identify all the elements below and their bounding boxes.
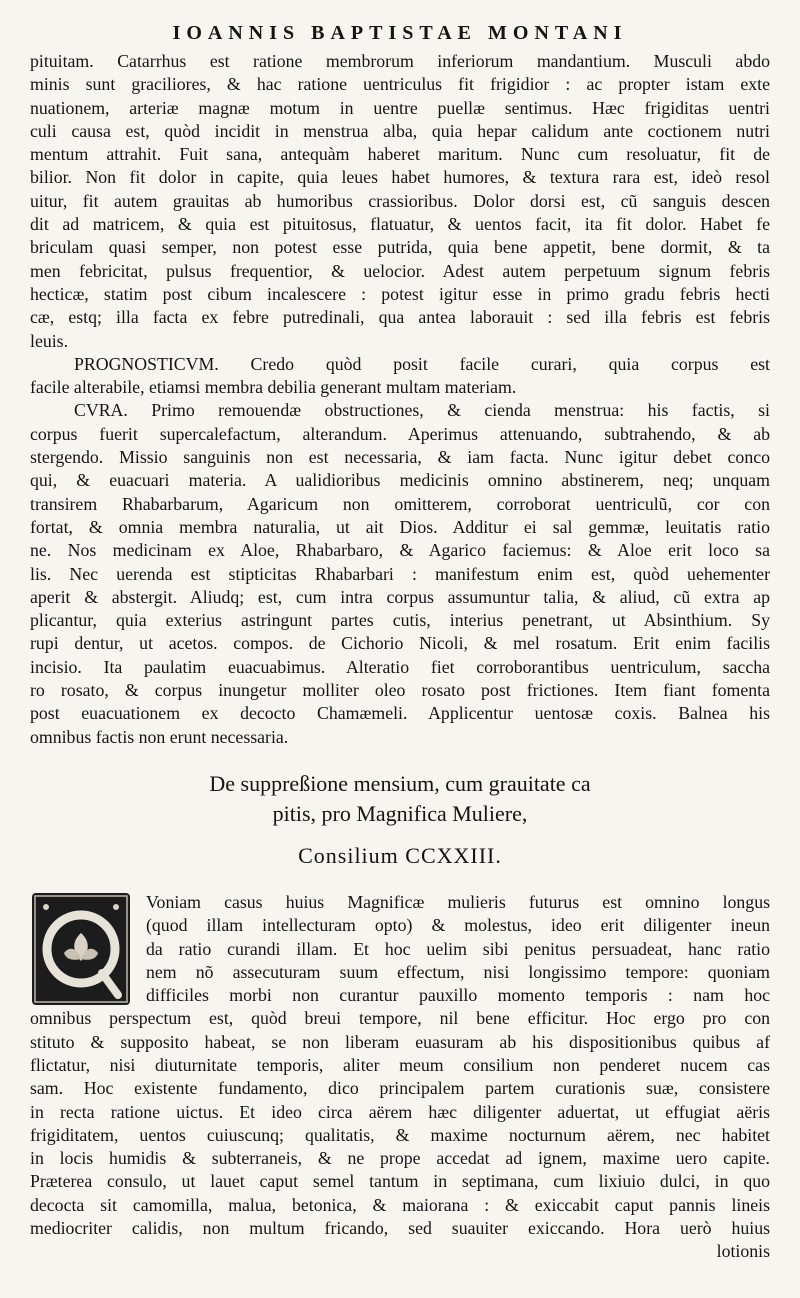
text-line: frigiditatem, uentos cuiuscunq; qualitatis, & maxime nocturnum aërem, nec habitet (30, 1124, 770, 1145)
text-line: post euacuationem ex decocto Chamæmeli. Applicentur uentosæ coxis. Balnea his (30, 703, 770, 724)
text-line: transirem Rhabarbarum, Agaricum non omitterem, corroborat uentriculũ, cor con (30, 493, 770, 514)
consilium-body (30, 891, 770, 1264)
text-line: omnibus perspectum est, quòd breui tempore, nil bene efficitur. Hoc ergo pro con (30, 1008, 770, 1029)
paragraph-1 (30, 50, 770, 353)
text-block (30, 50, 770, 1264)
text-line: leuis. (30, 330, 69, 351)
text-line: (quod illam intellecturam opto) & molestus, ideo erit diligenter ineun (146, 915, 770, 936)
text-line: Voniam casus huius Magnificæ mulieris futurus est omnino longus (146, 891, 770, 912)
text-line: men febricitat, pulsus frequentior, & uelocior. Adest autem perpetuum signum febris (30, 260, 770, 281)
text-line: briculam quasi semper, non potest esse putrida, quia bene appetit, bene dormit, & ta (30, 237, 770, 258)
text-line: flictatur, nisi diuturnitate temporis, aliter meum consilium non penderet nucem cas (30, 1054, 770, 1075)
consilium-title: Consilium CCXXIII. (298, 842, 502, 868)
text-line: lis. Nec uerenda est stipticitas Rhabarbari : manifestum enim est, quòd uehementer (30, 563, 770, 584)
text-line: aperit & abstergit. Aliudq; est, cum intra corpus assumuntur talia, & aliud, cũ extra ap (30, 586, 770, 607)
text-line: ne. Nos medicinam ex Aloe, Rhabarbaro, & Agarico faciemus: & Aloe erit loco sa (30, 540, 770, 561)
text-line: rupi dentur, ut acetos. compos. de Cichorio Nicoli, & mel rosatum. Erit enim facilis (30, 633, 770, 654)
text-line: mentum attrahit. Fuit sana, antequàm haberet maritum. Nunc cum resoluatur, fit de (30, 144, 770, 165)
paragraph-cura (30, 399, 770, 748)
text-line: decocta sit camomilla, malua, betonica, & maiorana : & exiccabit caput pannis lineis (30, 1194, 770, 1215)
text-line: in locis humidis & subterraneis, & ne prope accedat ad ignem, maxime uero capite. (30, 1148, 770, 1169)
catchword: lotionis (716, 1241, 770, 1262)
text-line: Præterea consulo, ut lauet caput semel tantum in septimana, cum lixiuio dulci, in quo (30, 1171, 770, 1192)
text-line: minis sunt graciliores, & hac ratione uentriculus fit frigidior : ac propter istam exte (30, 74, 770, 95)
text-line: incisio. Ita paulatim euacuabimus. Alteratio fiet corroborantibus uentriculum, saccha (30, 656, 770, 677)
text-line: cæ, estq; illa facta ex febre putredinali, qua antea laborauit : sed illa febris est febris (30, 307, 770, 328)
paragraph-prognosticum (30, 353, 770, 400)
text-line: sam. Hoc existente fundamento, dico principalem partem curationis suæ, consistere (30, 1078, 770, 1099)
text-line: culi causa est, quòd incidit in menstrua alba, quia hepar calidum ante coctionem nutri (30, 120, 770, 141)
text-line: stergendo. Missio sanguinis non est necessaria, & iam facta. Nunc igitur debet conco (30, 447, 770, 468)
text-line: CVRA. Primo remouendæ obstructiones, & cienda menstrua: his factis, si (74, 400, 770, 421)
text-line: PROGNOSTICVM. Credo quòd posit facile curari, quia corpus est (74, 353, 770, 374)
text-line: qui, & euacuari materia. A ualidioribus medicinis omnino abstinerem, neq; unquam (30, 470, 770, 491)
text-line: pituitam. Catarrhus est ratione membrorum inferiorum mandantium. Musculi abdo (30, 51, 770, 71)
text-line: facile alterabile, etiamsi membra debilia generant multam materiam. (30, 377, 517, 398)
text-line: in recta ratione uictus. Et ideo circa aërem hæc diligenter aduertat, ut effugiat aëris (30, 1101, 770, 1122)
text-line: hecticæ, statim post cibum incalescere : potest igitur esse in primo gradu febris hecti (30, 283, 770, 304)
heading-line: pitis, pro Magnifica Muliere, (272, 800, 528, 826)
heading-line: De suppreßione mensium, cum grauitate ca (209, 770, 591, 796)
floral-initial-ornament (32, 893, 130, 1005)
text-line: plicantur, quia exterius astringunt partes cutis, interius penetrant, ut Absinthium. Sy (30, 610, 770, 631)
decorated-initial (32, 893, 130, 1005)
section-gap (30, 749, 770, 769)
running-head: IOANNIS BAPTISTAE MONTANI (172, 22, 628, 44)
text-line: nuationem, arteriæ magnæ motum in uentre puellæ sentimus. Hæc frigiditas uentri (30, 97, 770, 118)
text-line: nem nõ assecuturam suum effectum, nisi longissimo tempore: quoniam (146, 961, 770, 982)
text-line: corpus fuerit supercalefactum, alterandum. Aperimus attenuando, subtrahendo, & ab (30, 423, 770, 444)
text-line: mediocriter calidis, non multum fricando, sed suauiter exiccando. Hora uerò huius (30, 1218, 770, 1239)
text-line: da ratio curandi illam. Et hoc uelim sibi penitus persuadeat, hanc ratio (146, 938, 770, 959)
text-line: stituto & supposito habeat, se non liberam euasuram ab his dispositionibus quibus af (30, 1031, 770, 1052)
text-line: bilior. Non fit dolor in capite, quia leues habet humores, & textura rara est, ideò resol (30, 167, 770, 188)
text-line: dit ad matricem, & quia est pituitosus, flatuatur, & uentos facit, ita fit dolor. Habet fe (30, 214, 770, 235)
section-heading (30, 769, 770, 829)
text-line: uitur, fit autem grauitas ab humoribus crassioribus. Dolor dorsi est, cũ sanguis descen (30, 190, 770, 211)
text-line: omnibus factis non erunt necessaria. (30, 726, 289, 747)
text-line: ro rosato, & corpus inungetur molliter oleo rosato post frictiones. Item fiant fomenta (30, 680, 770, 701)
text-line: fortat, & omnia membra naturalia, ut ait Dios. Additur ei sal gemmæ, leuitatis ratio (30, 516, 770, 537)
text-line: difficiles morbi non curantur pauxillo momento temporis : nam hoc (146, 985, 770, 1006)
